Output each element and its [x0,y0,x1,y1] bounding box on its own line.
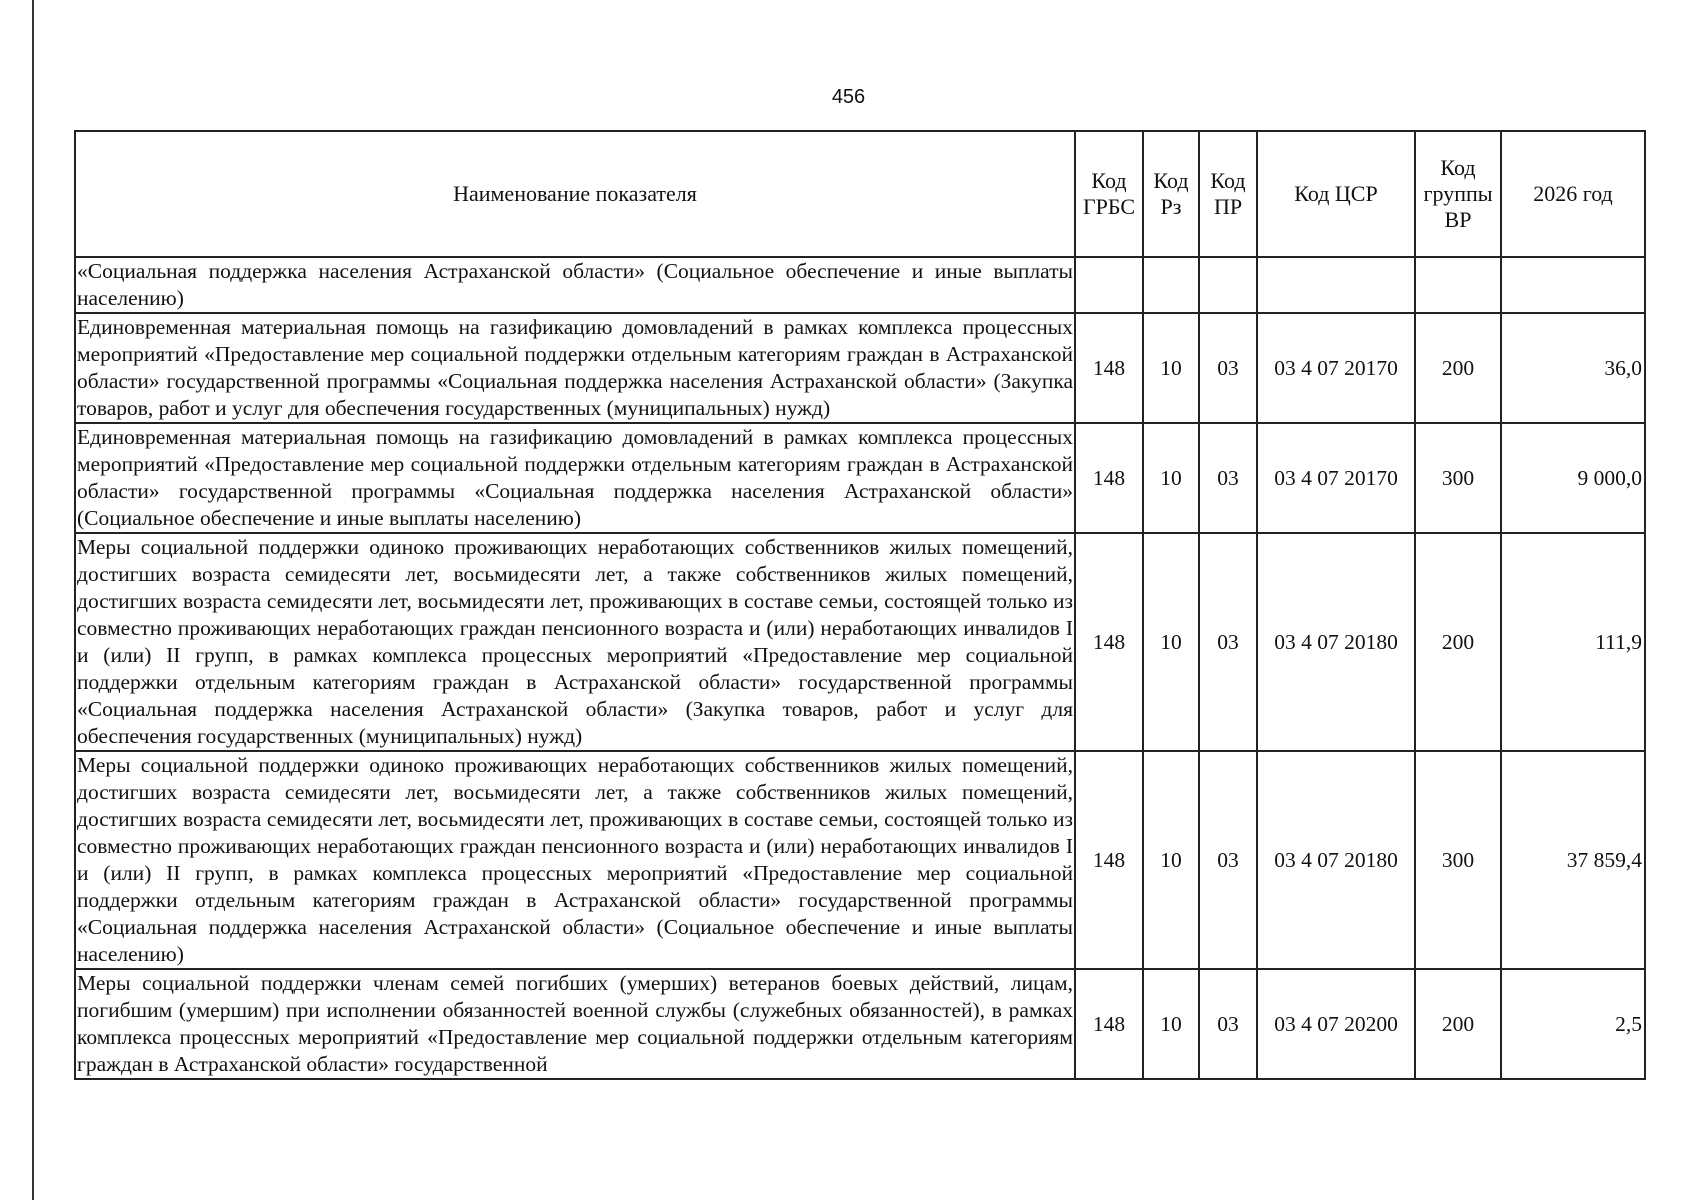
table-row [75,533,1645,751]
header-vr: Код группы ВР [1415,131,1501,257]
budget-table [74,130,1646,1080]
row-vr [1415,257,1501,313]
row-csr: 03 4 07 20170 [1257,313,1415,423]
row-csr: 03 4 07 20200 [1257,969,1415,1079]
row-grbs [1075,257,1143,313]
row-name: «Социальная поддержка населения Астраханской области» (Социальное обеспечение и иные выплаты населению) [75,257,1075,313]
header-rz: Код Рз [1143,131,1199,257]
row-name: Единовременная материальная помощь на газификацию домовладений в рамках комплекса процессных мероприятий «Предоставление мер социальной поддержки отдельным категориям граждан в Астраханской области» государственной программы «Социальная поддержка населения Астраханской области» (Закупка товаров, работ и услуг для обеспечения государственных (муниципальных) нужд) [75,313,1075,423]
header-pr: Код ПР [1199,131,1257,257]
row-rz: 10 [1143,533,1199,751]
table-row [75,257,1645,313]
row-name: Меры социальной поддержки одиноко проживающих неработающих собственников жилых помещений, достигших возраста семидесяти лет, восьмидесяти лет, а также собственников жилых помещений, достигших возраста семидесяти лет, восьмидесяти лет, проживающих в составе семьи, состоящей только из совместно проживающих неработающих граждан пенсионного возраста и (или) неработающих инвалидов I и (или) II групп, в рамках комплекса процессных мероприятий «Предоставление мер социальной поддержки отдельным категориям граждан в Астраханской области» государственной программы «Социальная поддержка населения Астраханской области» (Социальное обеспечение и иные выплаты населению) [75,751,1075,969]
row-grbs: 148 [1075,969,1143,1079]
row-name: Меры социальной поддержки членам семей погибших (умерших) ветеранов боевых действий, лицам, погибшим (умершим) при исполнении обязанностей военной службы (служебных обязанностей), в рамках комплекса процессных мероприятий «Предоставление мер социальной поддержки отдельным категориям граждан в Астраханской области» государственной [75,969,1075,1079]
table-row [75,313,1645,423]
row-pr: 03 [1199,423,1257,533]
header-csr: Код ЦСР [1257,131,1415,257]
row-grbs: 148 [1075,533,1143,751]
row-rz: 10 [1143,313,1199,423]
row-vr: 200 [1415,533,1501,751]
row-csr: 03 4 07 20180 [1257,533,1415,751]
row-grbs: 148 [1075,751,1143,969]
header-year: 2026 год [1501,131,1645,257]
row-vr: 200 [1415,313,1501,423]
row-csr: 03 4 07 20180 [1257,751,1415,969]
row-amount: 37 859,4 [1501,751,1645,969]
row-name: Меры социальной поддержки одиноко проживающих неработающих собственников жилых помещений, достигших возраста семидесяти лет, восьмидесяти лет, а также собственников жилых помещений, достигших возраста семидесяти лет, восьмидесяти лет, проживающих в составе семьи, состоящей только из совместно проживающих неработающих граждан пенсионного возраста и (или) неработающих инвалидов I и (или) II групп, в рамках комплекса процессных мероприятий «Предоставление мер социальной поддержки отдельным категориям граждан в Астраханской области» государственной программы «Социальная поддержка населения Астраханской области» (Закупка товаров, работ и услуг для обеспечения государственных (муниципальных) нужд) [75,533,1075,751]
row-rz: 10 [1143,423,1199,533]
row-pr: 03 [1199,751,1257,969]
row-amount: 36,0 [1501,313,1645,423]
row-name: Единовременная материальная помощь на газификацию домовладений в рамках комплекса процессных мероприятий «Предоставление мер социальной поддержки отдельным категориям граждан в Астраханской области» государственной программы «Социальная поддержка населения Астраханской области» (Социальное обеспечение и иные выплаты населению) [75,423,1075,533]
row-pr: 03 [1199,533,1257,751]
row-csr [1257,257,1415,313]
row-grbs: 148 [1075,423,1143,533]
table-row [75,969,1645,1079]
row-amount: 111,9 [1501,533,1645,751]
page-number: 456 [831,86,866,108]
row-grbs: 148 [1075,313,1143,423]
header-name: Наименование показателя [75,131,1075,257]
table-row [75,423,1645,533]
row-pr [1199,257,1257,313]
row-vr: 200 [1415,969,1501,1079]
row-pr: 03 [1199,313,1257,423]
header-row [75,131,1645,257]
row-rz: 10 [1143,751,1199,969]
row-rz: 10 [1143,969,1199,1079]
row-csr: 03 4 07 20170 [1257,423,1415,533]
row-amount: 9 000,0 [1501,423,1645,533]
row-rz [1143,257,1199,313]
row-amount: 2,5 [1501,969,1645,1079]
row-amount [1501,257,1645,313]
row-pr: 03 [1199,969,1257,1079]
row-vr: 300 [1415,751,1501,969]
header-grbs: Код ГРБС [1075,131,1143,257]
table-row [75,751,1645,969]
row-vr: 300 [1415,423,1501,533]
left-margin-line [32,0,34,1200]
